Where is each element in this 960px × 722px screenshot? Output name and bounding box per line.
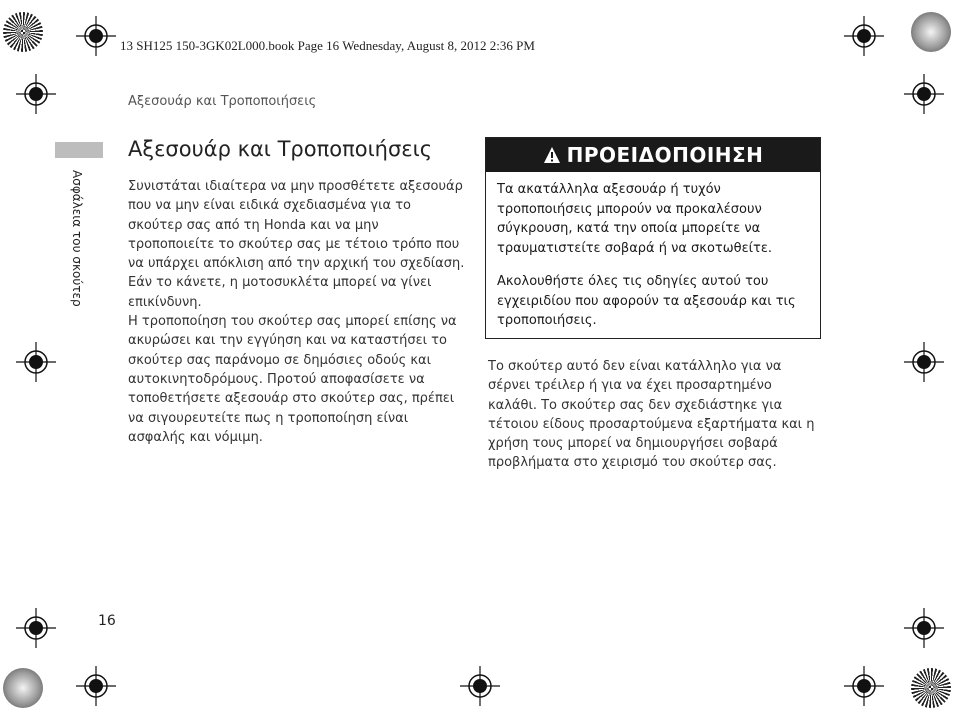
warning-paragraph: Ακολουθήστε όλες τις οδηγίες αυτού του εγχειριδίου που αφορούν τα αξεσουάρ και τις τροποποιήσεις. — [497, 274, 796, 328]
registration-mark-right-lower — [904, 608, 944, 648]
side-tab-marker — [55, 142, 103, 158]
note-paragraph: Το σκούτερ αυτό δεν είναι κατάλληλο για να σέρνει τρέιλερ ή για να έχει προσαρτημένο καλάθι. Το σκούτερ σας δεν σχεδιάστηκε για τέτοιου είδους προσαρτούμενα εξαρτήματα και η χρήση τους μπορεί να δημιουργήσει σοβαρά προβλήματα στο χειρισμό του σκούτερ σας. — [488, 359, 815, 471]
registration-mark-left-upper — [16, 74, 56, 114]
body-paragraph: Συνιστάται ιδιαίτερα να μην προσθέτετε αξεσουάρ που να μην είναι ειδικά σχεδιασμένα για το σκούτερ σας από τη Honda και να μην τροποποιείτε το σκούτερ σας με τέτοιο τρόπο που να υπάρχει απόκλιση από την αρχική του σχεδίαση. Εάν το κάνετε, η μοτοσυκλέτα μπορεί να γίνει επικίνδυνη. — [128, 179, 465, 310]
warning-title: ΠΡΟΕΙΔΟΠΟΙΗΣΗ — [566, 143, 764, 167]
registration-mark-left-middle — [16, 342, 56, 382]
registration-mark-right-upper — [904, 74, 944, 114]
print-starburst-mark-bottom-right — [911, 668, 951, 708]
print-header: 13 SH125 150-3GK02L000.book Page 16 Wednesday, August 8, 2012 2:36 PM — [120, 38, 535, 53]
running-title: Αξεσουάρ και Τροποποιήσεις — [128, 94, 317, 109]
registration-mark-left-lower — [16, 608, 56, 648]
registration-mark-top-right — [844, 16, 884, 56]
page-number: 16 — [98, 613, 116, 629]
registration-mark-bottom-right — [844, 666, 884, 706]
side-tab-label: Ασφάλεια του σκούτερ — [70, 170, 84, 307]
warning-triangle-icon — [543, 146, 561, 164]
print-gradient-mark-top-right — [911, 12, 951, 52]
warning-body — [486, 172, 820, 331]
registration-mark-top — [76, 16, 116, 56]
warning-paragraph: Τα ακατάλληλα αξεσουάρ ή τυχόν τροποποιήσεις μπορούν να προκαλέσουν σύγκρουση, κατά την οποία μπορείτε να τραυματιστείτε σοβαρά ή να σκοτωθείτε. — [497, 182, 772, 256]
registration-mark-bottom-left — [76, 666, 116, 706]
print-gradient-mark-bottom-left — [3, 668, 43, 708]
registration-mark-bottom-center — [460, 666, 500, 706]
warning-box — [485, 137, 821, 339]
body-text — [128, 177, 468, 447]
section-title: Αξεσουάρ και Τροποποιήσεις — [128, 137, 433, 161]
warning-header — [486, 138, 820, 172]
side-tab — [70, 170, 92, 340]
print-starburst-mark-top-left — [3, 12, 43, 52]
body-paragraph: Η τροποποίηση του σκούτερ σας μπορεί επίσης να ακυρώσει και την εγγύηση και να καταστήσει το σκούτερ σας παράνομο σε δημόσιες οδούς και αυτοκινητοδρόμους. Προτού αποφασίσετε να τοποθετήσετε αξεσουάρ στο σκούτερ σας, πρέπει να σιγουρευτείτε πως η τροποποίηση είναι ασφαλής και νόμιμη. — [128, 314, 457, 445]
note-text — [488, 357, 824, 473]
registration-mark-right-middle — [904, 342, 944, 382]
